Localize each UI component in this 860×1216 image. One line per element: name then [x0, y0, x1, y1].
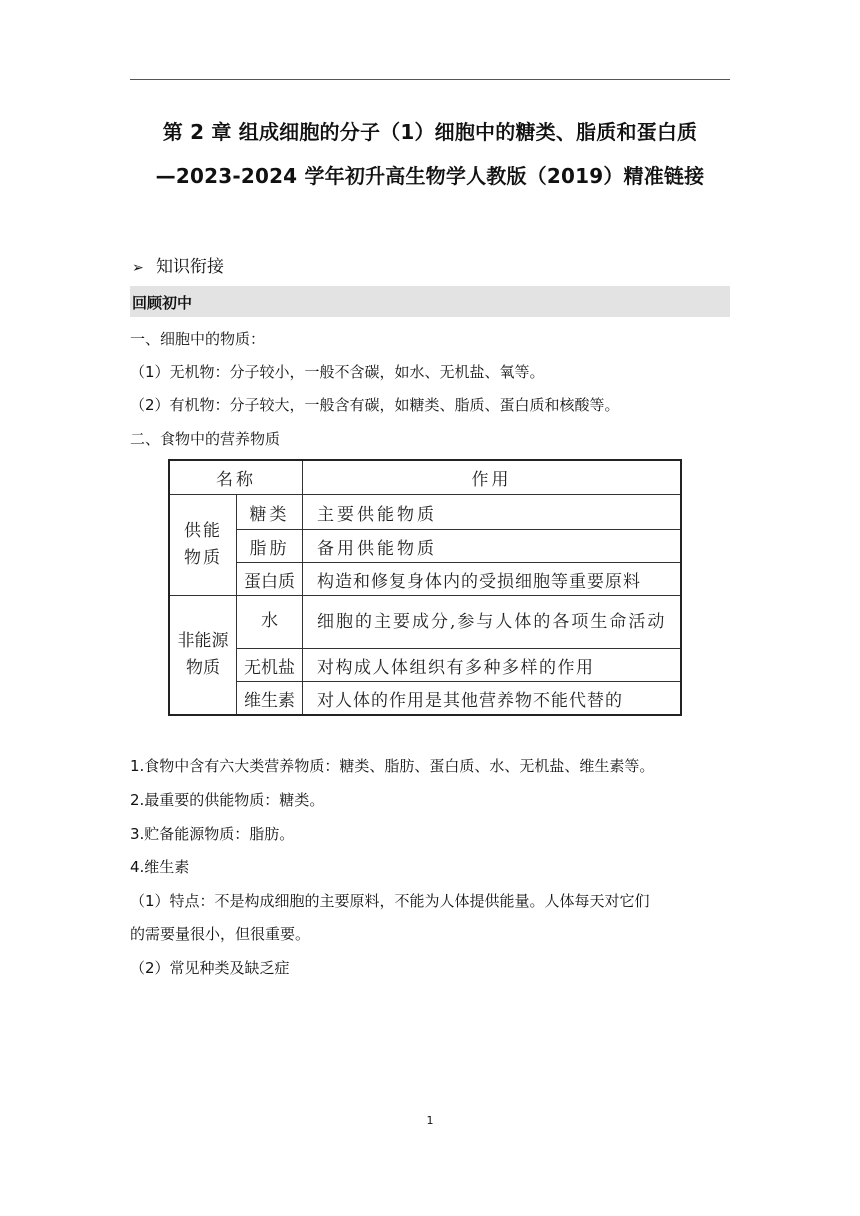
text-line: （1）无机物：分子较小，一般不含碳，如水、无机盐、氧等。	[130, 363, 545, 381]
text-line: 二、食物中的营养物质	[130, 430, 281, 448]
table-row-name: 糖类	[249, 504, 290, 525]
text-line: （1）特点：不是构成细胞的主要原料，不能为人体提供能量。人体每天对它们	[130, 892, 650, 910]
document-title-line1: 第 2 章 组成细胞的分子（1）细胞中的糖类、脂质和蛋白质	[162, 120, 698, 144]
text-line: 的需要量很小，但很重要。	[130, 925, 311, 943]
text-line: 4.维生素	[130, 858, 190, 876]
header-rule	[130, 79, 730, 80]
page-number: 1	[426, 1114, 434, 1127]
table-row-role: 备用供能物质	[317, 538, 437, 559]
table-row-role: 细胞的主要成分,参与人体的各项生命活动	[317, 612, 667, 632]
nutrient-table	[168, 459, 682, 716]
table-header-name: 名称	[216, 470, 256, 490]
text-line: （2）有机物：分子较大，一般含有碳，如糖类、脂质、蛋白质和核酸等。	[130, 396, 620, 414]
table-group-non-energy: 非能源 物质	[177, 631, 229, 678]
subsection-title: 回顾初中	[132, 294, 193, 312]
table-row-role: 对人体的作用是其他营养物不能代替的	[317, 690, 623, 711]
text-line: （2）常见种类及缺乏症	[130, 959, 290, 977]
table-row-role: 主要供能物质	[317, 504, 437, 525]
table-group-energy: 供能 物质	[184, 521, 222, 568]
section-heading-text: 知识衔接	[156, 257, 224, 277]
table-row-name: 蛋白质	[244, 571, 295, 592]
table-row-name: 无机盐	[244, 657, 295, 678]
text-line: 一、细胞中的物质：	[130, 330, 266, 348]
table-row-role: 构造和修复身体内的受损细胞等重要原料	[317, 571, 641, 592]
text-line: 3.贮备能源物质：脂肪。	[130, 825, 295, 843]
section-heading	[132, 252, 224, 277]
text-line: 1.食物中含有六大类营养物质：糖类、脂肪、蛋白质、水、无机盐、维生素等。	[130, 757, 655, 775]
table-row-name: 脂肪	[249, 538, 290, 559]
subsection-bar	[130, 286, 730, 317]
table-row-role: 对构成人体组织有多种多样的作用	[317, 657, 595, 678]
table-row-name: 维生素	[244, 690, 295, 711]
document-title-line2: —2023-2024 学年初升高生物学人教版（2019）精准链接	[155, 164, 705, 188]
table-header-role: 作用	[471, 470, 512, 490]
text-line: 2.最重要的供能物质：糖类。	[130, 791, 325, 809]
arrowhead-bullet-icon: ➢	[132, 260, 144, 276]
table-row-name: 水	[261, 611, 278, 631]
